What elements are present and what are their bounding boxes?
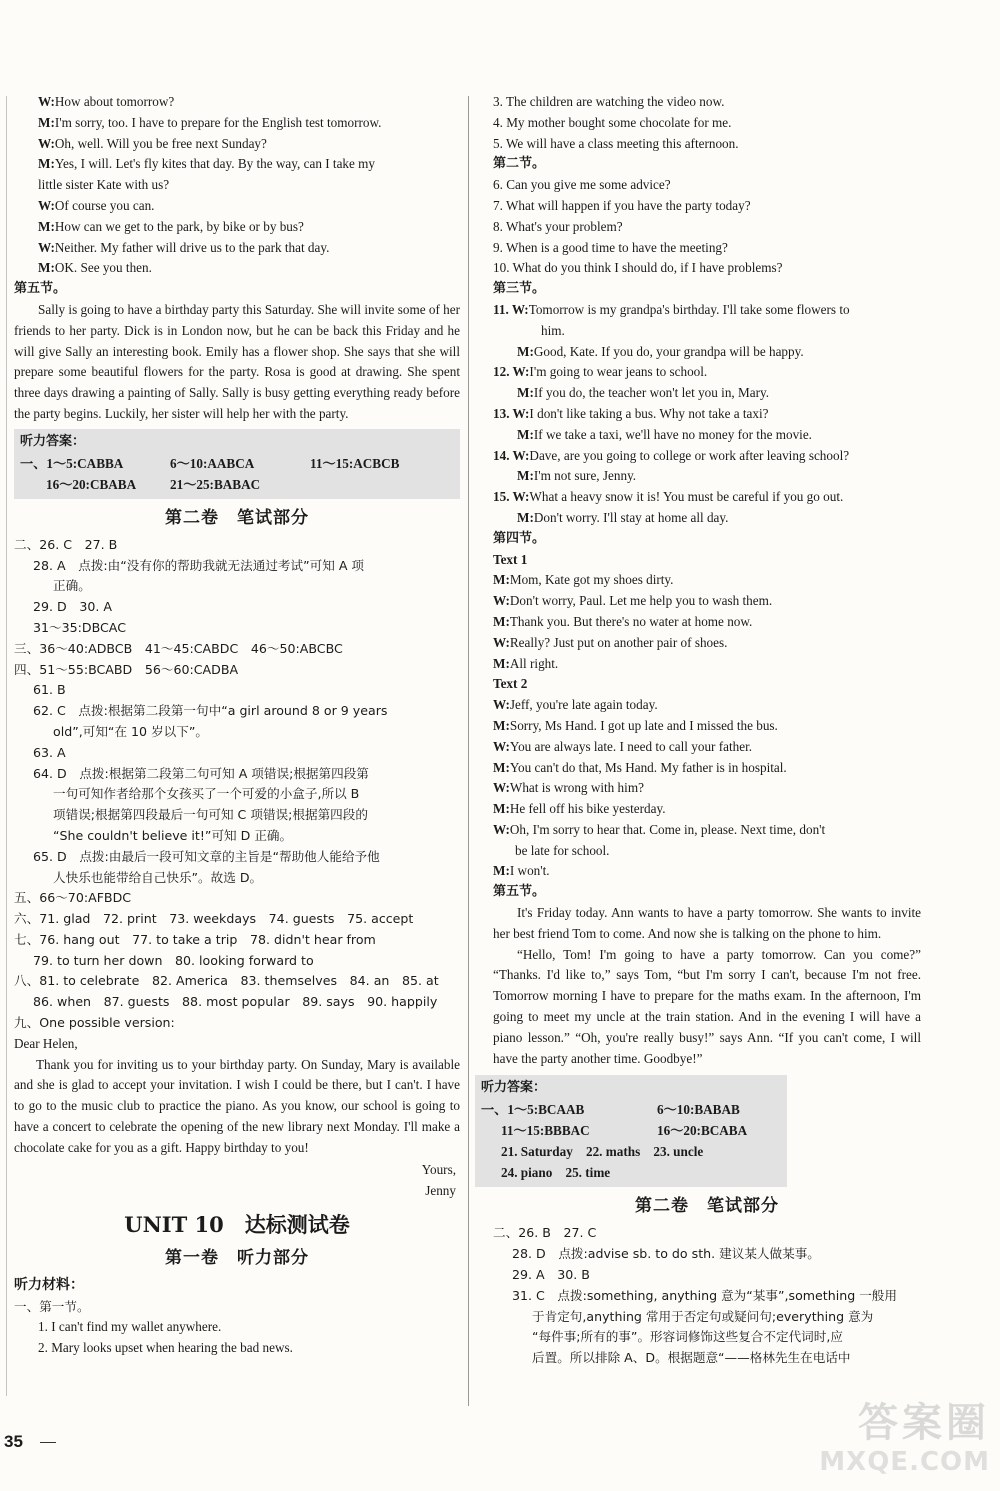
dialog-line: W:Oh, I'm sorry to hear that. Come in, please. Next time, don't (493, 821, 826, 837)
answer-cell: 21. Saturday 22. maths 23. uncle (501, 1144, 704, 1160)
answer-line: 62. C 点拨:根据第二段第一句中“a girl around 8 or 9 years (33, 703, 388, 719)
sentence: 4. My mother bought some chocolate for me. (493, 114, 732, 130)
speaker-label: M (493, 863, 506, 879)
dialog-text: Really? Just put on another pair of shoes. (509, 634, 728, 650)
answer-line: 一句可知作者给那个女孩买了一个可爱的小盒子,所以 B (53, 786, 360, 802)
dialog-text: Dave, are you going to college or work after leaving school? (529, 447, 850, 463)
dialog-line: W:Jeff, you're late again today. (493, 697, 658, 713)
listening-answers-title: 听力答案： (481, 1080, 547, 1096)
text-1-dialog (493, 570, 921, 674)
dialog-line: M:OK. See you then. (38, 260, 152, 276)
speaker-label: M (38, 156, 51, 172)
speaker-label: W (38, 197, 51, 213)
item-number: 12. (493, 364, 513, 380)
dialog-line: M:Yes, I will. Let's fly kites that day. By the way, can I take my (38, 156, 376, 172)
section-5-passage: Sally is going to have a birthday party this Saturday. She will invite some of her friends to her party. Dick is in London now, but he can be back this Friday and he will give Sally an interesting book. Emily has a flower shop. She says that she will prepare some beautiful flowers for the party. Rosa is good at drawing. She spent three days drawing a painting of Sally. Sally is busy getting everything ready before the party begins. Luckily, her sister will help her with the party. (14, 301, 460, 421)
speaker-label: M (517, 468, 530, 484)
answer-cell: 6～10:BABAB (657, 1102, 740, 1118)
dialog-line: M:I'm sorry, too. I have to prepare for the English test tomorrow. (38, 114, 382, 130)
dialog-line: 12. W:I'm going to wear jeans to school. (493, 364, 708, 380)
answer-line: 29. D 30. A (33, 599, 112, 615)
dialog-line: M:Don't worry. I'll stay at home all day. (517, 509, 729, 525)
letter-signature: Jenny (425, 1182, 456, 1198)
dialog-text: You are always late. I need to call your father. (509, 738, 753, 754)
listening-answers-row (20, 474, 454, 495)
answer-line: 人快乐也能带给自己快乐”。故选 D。 (53, 869, 263, 885)
answer-line: 后置。所以排除 A、D。根据题意“——格林先生在电话中 (532, 1350, 851, 1366)
answer-line: 28. D 点拨:advise sb. to do sth. 建议某人做某事。 (512, 1246, 820, 1262)
section-5-title: 第五节。 (493, 884, 546, 900)
letter-body: Thank you for inviting us to your birthday party. On Sunday, Mary is available and she is glad to accept your invitation. I wish I could be there, but I can't. I have to go to the music club to practice the piano. As you know, our school is going to have a concert to celebrate the opening of the new library next Monday. I'll make a chocolate cake for you as a gift. Happy birthday to you! (14, 1056, 460, 1155)
question: 7. What will happen if you have the party today? (493, 197, 751, 213)
item-number: 11. (493, 301, 512, 317)
dialog-line: 11. W:Tomorrow is my grandpa's birthday. I'll take some flowers to (493, 301, 850, 317)
part-2-title: 第二卷 笔试部分 (165, 507, 309, 528)
answer-line: 29. A 30. B (512, 1267, 590, 1283)
dialog-text: Oh, I'm sorry to hear that. Come in, please. Next time, don't (509, 821, 826, 837)
unit-title: UNIT 10 达标测试卷 (124, 1211, 350, 1237)
section-3-dialogs (493, 300, 921, 529)
sentence: 3. The children are watching the video now. (493, 94, 725, 109)
dialog-text: him. (541, 322, 565, 338)
question: 10. What do you think I should do, if I have problems? (493, 260, 783, 276)
speaker-label: W (493, 821, 506, 837)
dialog-line: W:How about tomorrow? (38, 94, 175, 109)
left-column (14, 92, 460, 1359)
dialog-text: Don't worry. I'll stay at home all day. (533, 509, 729, 525)
sentence: 1. I can't find my wallet anywhere. (38, 1319, 222, 1335)
listening-answers-row (481, 1162, 781, 1183)
dialog-text: I'm sorry, too. I have to prepare for the English test tomorrow. (54, 114, 382, 130)
answer-cell: 一、1～5:BCAAB (481, 1102, 585, 1118)
text-2-dialog (493, 695, 921, 882)
dialog-text: OK. See you then. (54, 260, 152, 276)
speaker-label: W (512, 364, 526, 380)
speaker-label: M (493, 717, 506, 733)
dialog-text: Oh, well. Will you be free next Sunday? (54, 135, 267, 151)
part-1-title: 第一卷 听力部分 (165, 1247, 309, 1268)
answer-line: 79. to turn her down 80. looking forward to (33, 952, 314, 968)
speaker-label: M (517, 509, 530, 525)
answer-line: 63. A (33, 744, 66, 760)
answer-line: 项错误;根据第四段最后一句可知 C 项错误;根据第四段的 (53, 807, 368, 823)
dialog-line: M:He fell off his bike yesterday. (493, 801, 666, 817)
question: 9. When is a good time to have the meeting? (493, 239, 728, 255)
dialog-text: Tomorrow is my grandpa's birthday. I'll take some flowers to (528, 301, 850, 317)
dialog-line: M:Thank you. But there's no water at home now. (493, 613, 753, 629)
answer-cell: 6～10:AABCA (170, 455, 255, 471)
dialog-line: W:Of course you can. (38, 197, 155, 213)
answer-line: 64. D 点拨:根据第二段第二句可知 A 项错误;根据第四段第 (33, 765, 369, 781)
question: 6. Can you give me some advice? (493, 177, 671, 193)
answer-cell: 21～25:BABAC (170, 476, 261, 492)
dialog-text: How about tomorrow? (54, 94, 175, 109)
answer-line: 正确。 (53, 578, 91, 594)
dialog-line: M:You can't do that, Ms Hand. My father is in hospital. (493, 759, 787, 775)
dialog-line: W:Oh, well. Will you be free next Sunday? (38, 135, 267, 151)
dialog-text: Of course you can. (54, 197, 155, 213)
answer-line: 三、36～40:ADBCB 41～45:CABDC 46～50:ABCBC (14, 640, 343, 656)
dialog-line: M:All right. (493, 655, 559, 671)
speaker-label: W (512, 489, 526, 505)
answer-cell: 16～20:BCABA (657, 1123, 748, 1139)
dialog-text: I'm not sure, Jenny. (533, 468, 637, 484)
answer-line: 86. when 87. guests 88. most popular 89. says 90. happily (33, 994, 438, 1010)
speaker-label: M (493, 572, 506, 588)
answer-line: 28. A 点拨:由“没有你的帮助我就无法通过考试”可知 A 项 (33, 557, 365, 573)
answer-cell: 16～20:CBABA (46, 476, 137, 492)
letter-greeting: Dear Helen, (14, 1035, 78, 1051)
section-3-title: 第三节。 (493, 281, 546, 297)
speaker-label: M (517, 385, 530, 401)
dialog-line: M:Sorry, Ms Hand. I got up late and I missed the bus. (493, 717, 778, 733)
answer-line: 六、71. glad 72. print 73. weekdays 74. guests 75. accept (14, 911, 414, 927)
passage-paragraph: “Hello, Tom! I'm going to have a party tomorrow. Can you come?” “Thanks. I'd like to,” says Tom, “but I'm sorry I can't, because I'm not free. Tomorrow morning I have to prepare for the maths exam. In the afternoon, I'm going to meet my uncle at the train station. And in the evening I will have a piano lesson.” “Oh, you're really busy!” says Ann. “If you can't come, I will have the party another time. Goodbye!” (493, 946, 921, 1066)
item-number: 15. (493, 489, 513, 505)
dialog-text: I don't like taking a bus. Why not take a taxi? (529, 405, 769, 421)
dialog-text: Don't worry, Paul. Let me help you to wash them. (509, 593, 773, 609)
dialog-text: little sister Kate with us? (38, 177, 170, 193)
dialog-1 (14, 92, 460, 279)
item-number: 13. (493, 405, 513, 421)
dialog-text: You can't do that, Ms Hand. My father is in hospital. (509, 759, 787, 775)
section-2-title: 第二节。 (493, 156, 546, 172)
answer-line: 四、51～55:BCABD 56～60:CADBA (14, 661, 239, 677)
watermark-logo (730, 1400, 990, 1488)
listening-answers-row (481, 1099, 781, 1120)
answer-cell: 一、1～5:CABBA (20, 455, 124, 471)
dialog-text: I won't. (509, 863, 550, 879)
letter-closing: Yours, (421, 1161, 456, 1177)
speaker-label: M (493, 613, 506, 629)
speaker-label: M (493, 801, 506, 817)
question: 8. What's your problem? (493, 218, 623, 234)
answer-line: 八、81. to celebrate 82. America 83. themselves 84. an 85. at (14, 973, 439, 989)
column-divider (468, 96, 469, 1406)
speaker-label: M (38, 114, 51, 130)
speaker-label: W (511, 301, 525, 317)
answer-line: 31. C 点拨:something, anything 意为“某事”,something 一般用 (512, 1287, 897, 1303)
dialog-line: M:Good, Kate. If you do, your grandpa will be happy. (517, 343, 804, 359)
part-2-title: 第二卷 笔试部分 (635, 1196, 779, 1217)
answer-cell: 24. piano 25. time (501, 1165, 611, 1181)
answer-line: 31～35:DBCAC (33, 619, 126, 635)
dialog-line: 15. W:What a heavy snow it is! You must be careful if you go out. (493, 489, 844, 505)
dialog-text: All right. (509, 655, 559, 671)
answer-line: 七、76. hang out 77. to take a trip 78. didn't hear from (14, 931, 376, 947)
section-1-title: 一、第一节。 (14, 1298, 90, 1314)
dialog-text: Good, Kate. If you do, your grandpa will be happy. (533, 343, 804, 359)
answer-cell: 11～15:BBBAC (501, 1123, 590, 1139)
dialog-text: Neither. My father will drive us to the park that day. (54, 239, 330, 255)
dialog-text: What a heavy snow it is! You must be careful if you go out. (529, 489, 844, 505)
dialog-text: Sorry, Ms Hand. I got up late and I missed the bus. (509, 717, 778, 733)
watermark-text: 答案圈 (858, 1400, 990, 1446)
dialog-line: M:If you do, the teacher won't let you in, Mary. (517, 385, 770, 401)
speaker-label: M (517, 343, 530, 359)
dialog-text: If we take a taxi, we'll have no money for the movie. (533, 426, 812, 442)
dialog-line: M:How can we get to the park, by bike or by bus? (38, 218, 304, 234)
watermark-url: MXQE.COM (819, 1447, 990, 1477)
right-column (481, 92, 921, 1369)
listening-answers-row (20, 453, 454, 474)
dialog-line: W:Neither. My father will drive us to the park that day. (38, 239, 330, 255)
dialog-text: Mom, Kate got my shoes dirty. (509, 572, 674, 588)
dialog-line: W:What is wrong with him? (493, 780, 644, 796)
speaker-label: M (38, 260, 51, 276)
speaker-label: W (493, 697, 506, 713)
speaker-label: W (38, 135, 51, 151)
dialog-line (493, 321, 921, 342)
dialog-text: Thank you. But there's no water at home now. (509, 613, 753, 629)
dialog-line: M:If we take a taxi, we'll have no money for the movie. (517, 426, 812, 442)
dialog-line: 13. W:I don't like taking a bus. Why not take a taxi? (493, 405, 769, 421)
listening-answers-box (14, 429, 460, 499)
speaker-label: W (493, 634, 506, 650)
answer-line: “每件事;所有的事”。形容词修饰这些复合不定代词时,应 (532, 1329, 843, 1345)
dialog-line: M:Mom, Kate got my shoes dirty. (493, 572, 674, 588)
answer-line: old”,可知“在 10 岁以下”。 (53, 723, 208, 739)
speaker-label: W (493, 593, 506, 609)
dialog-line (493, 841, 921, 862)
speaker-label: W (512, 405, 526, 421)
item-number: 14. (493, 447, 513, 463)
sentence: 5. We will have a class meeting this afternoon. (493, 135, 739, 151)
sentence: 2. Mary looks upset when hearing the bad news. (38, 1340, 293, 1356)
answer-line: 65. D 点拨:由最后一段可知文章的主旨是“帮助他人能给予他 (33, 848, 380, 864)
text-2-title: Text 2 (493, 676, 528, 692)
dialog-line: W:Don't worry, Paul. Let me help you to wash them. (493, 593, 773, 609)
speaker-label: W (493, 738, 506, 754)
dialog-text: He fell off his bike yesterday. (509, 801, 666, 817)
speaker-label: W (38, 239, 51, 255)
answer-line: 于肯定句,anything 常用于否定句或疑问句;everything 意为 (532, 1308, 874, 1324)
listening-answers-row (481, 1120, 781, 1141)
answer-line: 61. B (33, 682, 66, 698)
answer-cell: 11～15:ACBCB (310, 455, 400, 471)
text-1-title: Text 1 (493, 551, 528, 567)
dialog-text: I'm going to wear jeans to school. (529, 364, 708, 380)
dialog-text: Yes, I will. Let's fly kites that day. By the way, can I take my (54, 156, 376, 172)
speaker-label: W (512, 447, 526, 463)
answer-line: 二、26. B 27. C (493, 1225, 597, 1241)
dialog-line: M:I'm not sure, Jenny. (517, 468, 637, 484)
speaker-label: W (493, 780, 506, 796)
dialog-line: 14. W:Dave, are you going to college or work after leaving school? (493, 447, 850, 463)
passage-paragraph: It's Friday today. Ann wants to have a party tomorrow. She wants to invite her best friend Tom to come. And now she is talking on the phone to him. (493, 905, 921, 941)
left-margin-line (6, 96, 7, 1396)
answer-line: 九、One possible version: (14, 1015, 175, 1031)
speaker-label: W (38, 94, 51, 109)
listening-answers-title: 听力答案： (20, 433, 86, 449)
speaker-label: M (493, 759, 506, 775)
dialog-text: be late for school. (515, 842, 610, 858)
speaker-label: M (493, 655, 506, 671)
answer-line: 五、66～70:AFBDC (14, 890, 132, 906)
listening-answers-row (481, 1141, 781, 1162)
dialog-line: W:You are always late. I need to call your father. (493, 738, 753, 754)
listening-answers-box (475, 1075, 787, 1187)
speaker-label: M (517, 426, 530, 442)
dialog-text: How can we get to the park, by bike or by bus? (54, 218, 304, 234)
dialog-text: What is wrong with him? (509, 780, 644, 796)
material-title: 听力材料： (14, 1276, 84, 1293)
page-number: 35 (4, 1432, 23, 1451)
section-4-title: 第四节。 (493, 530, 546, 546)
dialog-line: M:I won't. (493, 863, 550, 879)
dialog-text: Jeff, you're late again today. (509, 697, 658, 713)
dialog-text: If you do, the teacher won't let you in, Mary. (533, 385, 770, 401)
answer-line: 二、26. C 27. B (14, 536, 118, 552)
left-answers (14, 535, 460, 1034)
dialog-line: W:Really? Just put on another pair of shoes. (493, 634, 728, 650)
dialog-line (14, 175, 460, 196)
right-answers (493, 1223, 921, 1369)
answer-line: “She couldn't believe it!”可知 D 正确。 (53, 827, 293, 843)
section-5-title: 第五节。 (14, 281, 67, 297)
speaker-label: M (38, 218, 51, 234)
page-number-rule (40, 1442, 56, 1443)
